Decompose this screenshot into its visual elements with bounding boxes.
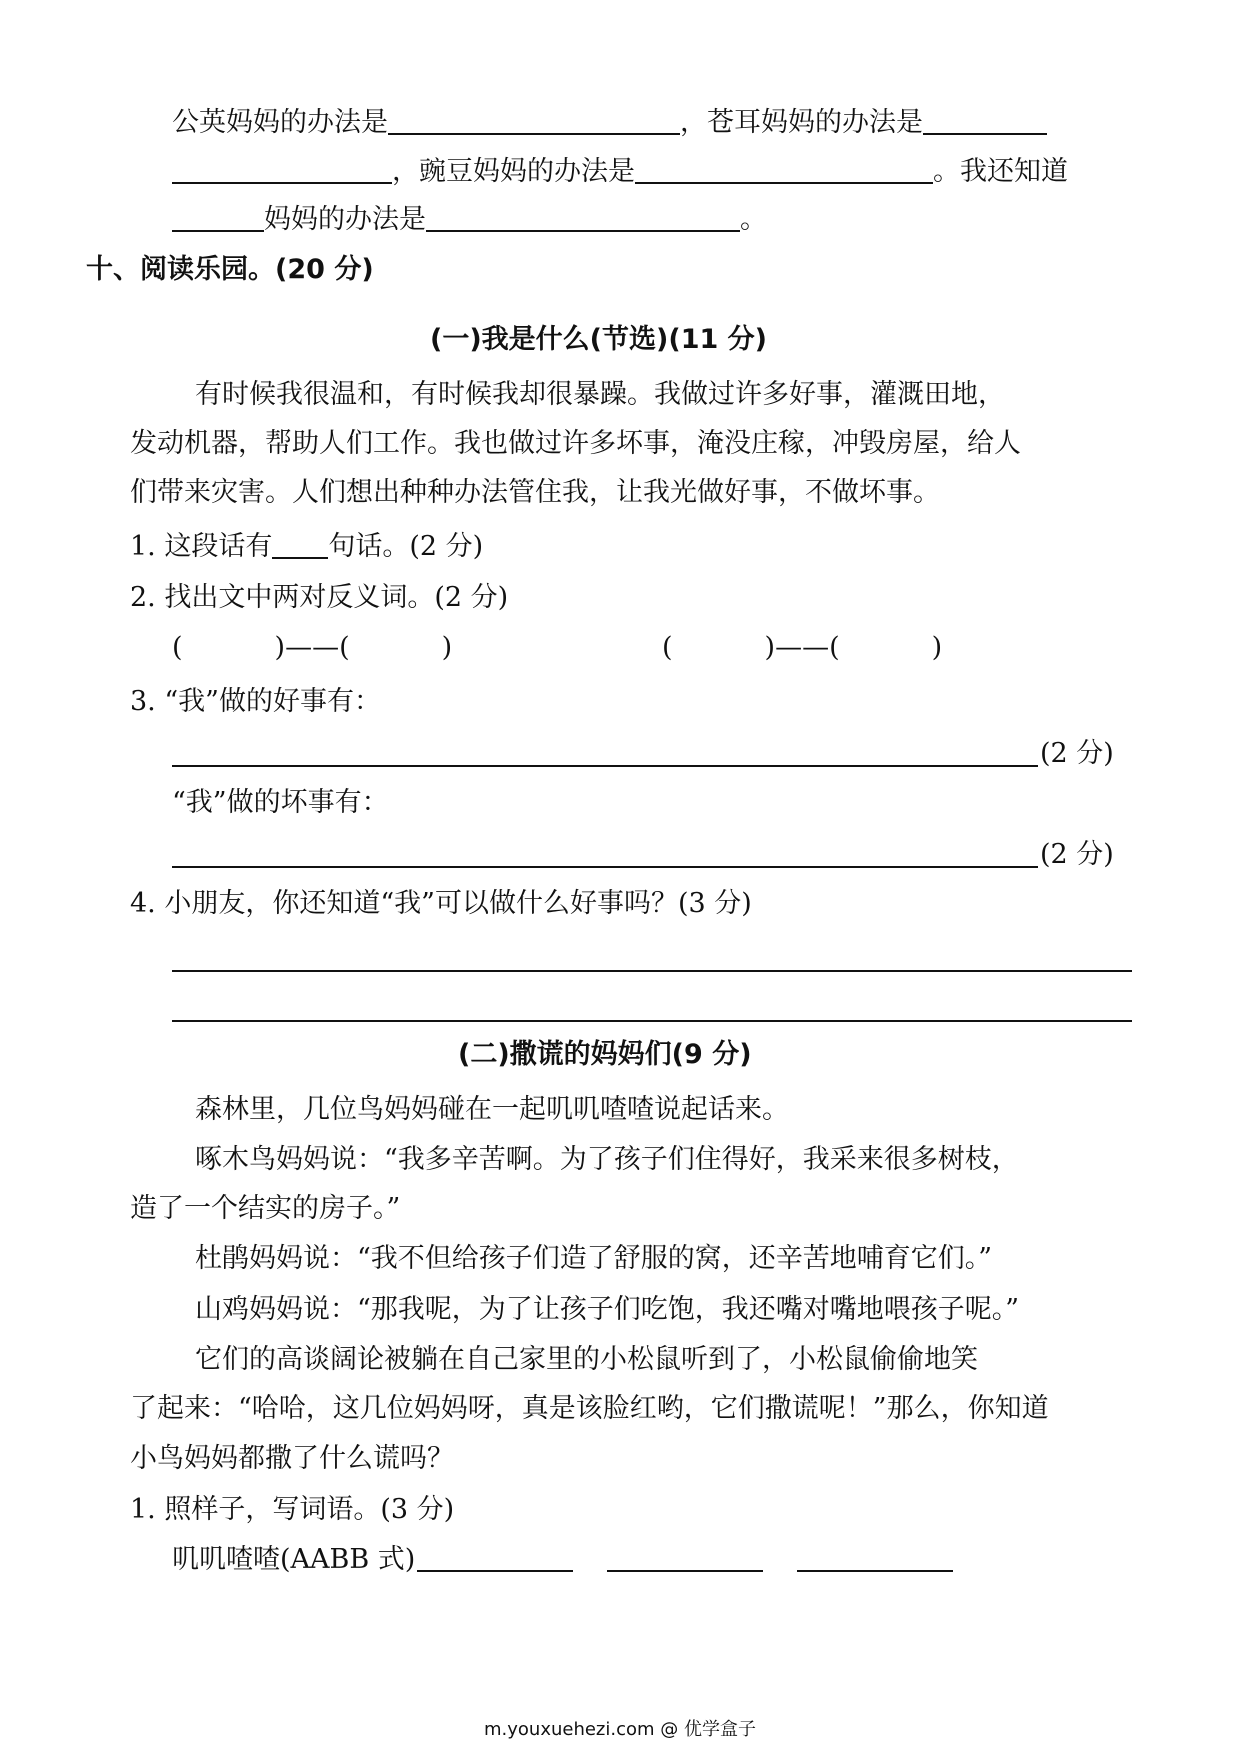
passage-line: 了起来：“哈哈，这几位妈妈呀，真是该脸红哟，它们撒谎呢！”那么，你知道: [130, 1393, 1049, 1424]
paren-close: ): [441, 632, 453, 663]
passage-line: 啄木鸟妈妈说：“我多辛苦啊。为了孩子们住得好，我采来很多树枝，: [195, 1144, 1019, 1175]
answer-line[interactable]: [172, 1020, 1132, 1022]
passage-line: 它们的高谈阔论被躺在自己家里的小松鼠听到了，小松鼠偷偷地笑: [195, 1344, 978, 1375]
question-3: 3. “我”做的好事有：: [130, 686, 381, 717]
pair-dash: )——(: [274, 632, 350, 663]
answer-blank[interactable]: [388, 103, 680, 135]
fill-text: 妈妈的办法是: [264, 204, 426, 235]
passage-line: 们带来灾害。人们想出种种办法管住我，让我光做好事，不做坏事。: [130, 477, 940, 508]
fill-text: 公英妈妈的办法是: [172, 107, 388, 138]
answer-blank[interactable]: [172, 200, 264, 232]
answer-line[interactable]: [172, 866, 1038, 868]
answer-blank[interactable]: [426, 200, 740, 232]
fill-line-2: [172, 152, 1068, 192]
fill-text: ，苍耳妈妈的办法是: [680, 107, 923, 138]
points-label: (2 分): [1040, 738, 1114, 769]
passage-line: 造了一个结实的房子。”: [130, 1193, 401, 1224]
pair-dash: )——(: [764, 632, 840, 663]
points-label: (2 分): [1040, 839, 1114, 870]
section-title: 十、阅读乐园。(20 分): [86, 254, 374, 285]
question-2: 2. 找出文中两对反义词。(2 分): [130, 582, 509, 613]
paren-open: (: [662, 632, 673, 663]
passage-line: 杜鹃妈妈说：“我不但给孩子们造了舒服的窝，还辛苦地哺育它们。”: [195, 1243, 993, 1274]
answer-blank[interactable]: [923, 103, 1047, 135]
answer-line[interactable]: [172, 970, 1132, 972]
passage-line: 小鸟妈妈都撒了什么谎吗？: [130, 1443, 454, 1474]
fill-line-1: [172, 103, 1047, 143]
question-3b: “我”做的坏事有：: [172, 787, 389, 818]
fill-text: ，豌豆妈妈的办法是: [392, 156, 635, 187]
answer-blank[interactable]: [635, 152, 933, 184]
answer-blank[interactable]: [172, 152, 392, 184]
answer-blank[interactable]: [272, 527, 328, 559]
fill-text: 。我还知道: [933, 156, 1068, 187]
paren-close: ): [931, 632, 943, 663]
paren-open: (: [172, 632, 183, 663]
answer-line[interactable]: [172, 765, 1038, 767]
question-1: [130, 527, 483, 567]
footer-watermark: m.youxuehezi.com @ 优学盒子: [483, 1719, 756, 1740]
fill-line-3: [172, 200, 767, 240]
question-text: 句话。(2 分): [328, 531, 484, 562]
antonym-pair-2: [662, 628, 942, 668]
antonym-pair-1: [172, 628, 452, 668]
word-example-line: [172, 1540, 953, 1580]
fill-text: 。: [740, 204, 767, 235]
answer-blank[interactable]: [417, 1540, 573, 1572]
passage-line: 森林里，几位鸟妈妈碰在一起叽叽喳喳说起话来。: [195, 1094, 789, 1125]
question-1: 1. 照样子，写词语。(3 分): [130, 1494, 455, 1525]
example-word: 叽叽喳喳(AABB 式): [172, 1544, 416, 1575]
passage-line: 有时候我很温和，有时候我却很暴躁。我做过许多好事，灌溉田地，: [195, 379, 1005, 410]
passage-heading: (二)撒谎的妈妈们(9 分): [458, 1039, 752, 1070]
question-4: 4. 小朋友，你还知道“我”可以做什么好事吗？(3 分): [130, 888, 752, 919]
question-text: 1. 这段话有: [130, 531, 273, 562]
answer-blank[interactable]: [607, 1540, 763, 1572]
passage-line: 发动机器，帮助人们工作。我也做过许多坏事，淹没庄稼，冲毁房屋，给人: [130, 428, 1021, 459]
passage-heading: (一)我是什么(节选)(11 分): [430, 324, 768, 355]
answer-blank[interactable]: [797, 1540, 953, 1572]
passage-line: 山鸡妈妈说：“那我呢，为了让孩子们吃饱，我还嘴对嘴地喂孩子呢。”: [195, 1294, 1020, 1325]
